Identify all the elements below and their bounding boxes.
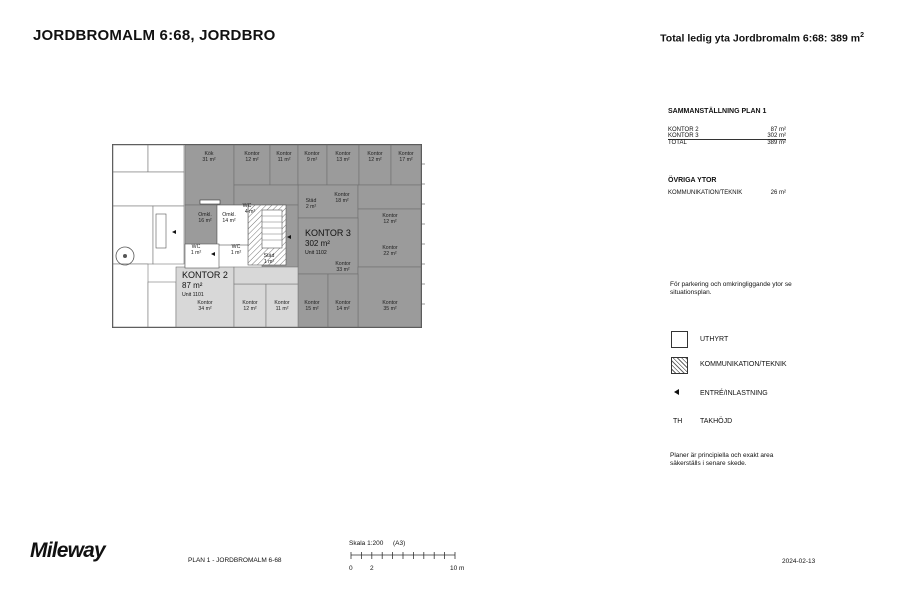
legend-uthyrt-swatch xyxy=(671,331,688,348)
room-name: WC xyxy=(191,244,201,250)
summary-name: TOTAL xyxy=(668,140,687,146)
total-area xyxy=(660,32,864,45)
room-name: Kontor xyxy=(304,300,320,306)
kontor2-unit: Unit 1101 xyxy=(182,292,204,298)
room-name: Kontor xyxy=(244,151,260,157)
room-area: 18 m² xyxy=(335,198,349,204)
room-name: Kök xyxy=(204,151,214,157)
stair-left xyxy=(156,214,166,248)
summary-value: 87 m² xyxy=(770,127,786,133)
wc-block xyxy=(185,244,219,268)
total-area-text: Total ledig yta Jordbromalm 6:68: 389 m xyxy=(660,32,861,45)
room-area: 14 m² xyxy=(222,218,236,224)
office-room xyxy=(358,267,421,327)
entrance-arrow-icon xyxy=(674,389,679,395)
room-area: 15 m² xyxy=(305,306,319,312)
room-name: Kontor xyxy=(242,300,258,306)
kontor3-name: KONTOR 3 xyxy=(305,228,351,238)
parking-note: För parkering och omkringliggande ytor se situationsplan. xyxy=(670,281,792,296)
room-name: Kontor xyxy=(335,300,351,306)
spiral-stair-core xyxy=(123,254,127,258)
room-area: 12 m² xyxy=(368,157,382,163)
kontor3-area: 302 m² xyxy=(305,239,330,248)
room-area: 1 m² xyxy=(263,259,275,265)
page-title: JORDBROMALM 6:68, JORDBRO xyxy=(33,27,276,44)
room-name: Kontor xyxy=(382,213,398,219)
summary-value: 302 m² xyxy=(767,133,786,139)
plan-room xyxy=(113,264,148,327)
scale-tick-0: 0 xyxy=(349,565,353,572)
plan-label: PLAN 1 - JORDBROMALM 6-68 xyxy=(188,557,282,564)
summary-value: 389 m² xyxy=(767,140,786,146)
summary-heading: SAMMANSTÄLLNING PLAN 1 xyxy=(668,108,767,115)
room-name: Kontor xyxy=(382,245,398,251)
kontor3-unit: Unit 1102 xyxy=(305,250,327,256)
stairwell xyxy=(262,210,282,248)
room-name: Kontor xyxy=(335,151,351,157)
legend-entre-label: ENTRÉ/INLASTNING xyxy=(700,390,768,397)
room-name: Kontor xyxy=(276,151,292,157)
scale-label: Skala 1:200 xyxy=(349,540,384,547)
room-name: Städ xyxy=(263,253,275,259)
floor-plan xyxy=(112,144,427,334)
scale-tick-10: 10 m xyxy=(450,565,465,572)
room-name: WC xyxy=(242,203,252,209)
room-name: Omkl. xyxy=(222,212,236,218)
plan-room xyxy=(148,145,184,172)
room-name: Kontor xyxy=(398,151,414,157)
corridor xyxy=(234,185,298,205)
room-name: Kontor xyxy=(335,261,351,267)
room-name: Omkl. xyxy=(198,212,212,218)
legend-uthyrt-label: UTHYRT xyxy=(700,336,729,343)
summary-total-row xyxy=(668,139,786,146)
room-name: Kontor xyxy=(382,300,398,306)
room-area: 14 m² xyxy=(336,306,350,312)
kontor2-area: 87 m² xyxy=(182,281,203,290)
room-area: 12 m² xyxy=(383,219,397,225)
scale-tick-2: 2 xyxy=(370,565,374,572)
other-heading: ÖVRIGA YTOR xyxy=(668,177,717,184)
room-area: 22 m² xyxy=(383,251,397,257)
summary-name: KONTOR 3 xyxy=(668,133,699,139)
room-area: 11 m² xyxy=(277,157,291,163)
other-row xyxy=(668,190,786,196)
plan-room xyxy=(148,282,176,327)
legend-hatch-swatch xyxy=(671,357,688,374)
room-area: 31 m² xyxy=(202,157,216,163)
plan-room xyxy=(113,172,184,206)
room-area: 17 m² xyxy=(399,157,413,163)
total-area-sup: 2 xyxy=(860,32,864,39)
mileway-logo: Mileway xyxy=(30,539,105,562)
room-area: 1 m² xyxy=(190,250,202,256)
scale-paper: (A3) xyxy=(393,540,406,547)
kontor2-name: KONTOR 2 xyxy=(182,270,228,280)
room-area: 12 m² xyxy=(243,306,257,312)
plan-room xyxy=(113,206,153,264)
room-area: 9 m² xyxy=(306,157,318,163)
room-area: 16 m² xyxy=(198,218,212,224)
legend-komm-label: KOMMUNIKATION/TEKNIK xyxy=(700,361,787,368)
room-name: Kontor xyxy=(367,151,383,157)
summary-name: KONTOR 2 xyxy=(668,127,699,133)
room-name: Kontor xyxy=(274,300,290,306)
room-area: 4 m² xyxy=(244,209,256,215)
legend-th-label: TAKHÖJD xyxy=(700,418,733,425)
other-name: KOMMUNIKATION/TEKNIK xyxy=(668,190,743,196)
room-area: 13 m² xyxy=(336,157,350,163)
counter xyxy=(200,200,220,204)
other-value: 26 m² xyxy=(770,190,786,196)
corridor-k2 xyxy=(234,267,298,284)
room-area: 34 m² xyxy=(198,306,212,312)
summary-table xyxy=(668,127,786,146)
legend-th-symbol: TH xyxy=(673,418,683,425)
plans-note: Planer är principiella och exakt area säkerställs i senare skede. xyxy=(670,452,774,467)
room-name: Kontor xyxy=(334,192,350,198)
room-area: 35 m² xyxy=(383,306,397,312)
wc-block xyxy=(217,205,248,245)
room-area: 33 m² xyxy=(336,267,350,273)
date: 2024-02-13 xyxy=(782,558,816,565)
room-area: 1 m² xyxy=(230,250,242,256)
office-room xyxy=(358,185,421,209)
room-name: Kontor xyxy=(197,300,213,306)
scale-bar xyxy=(345,550,470,576)
room-area: 2 m² xyxy=(305,204,317,210)
room-name: WC xyxy=(231,244,241,250)
room-area: 11 m² xyxy=(275,306,289,312)
room-name: Kontor xyxy=(304,151,320,157)
plan-room xyxy=(113,145,148,172)
room-name: Städ xyxy=(305,198,317,204)
room-area: 12 m² xyxy=(245,157,259,163)
